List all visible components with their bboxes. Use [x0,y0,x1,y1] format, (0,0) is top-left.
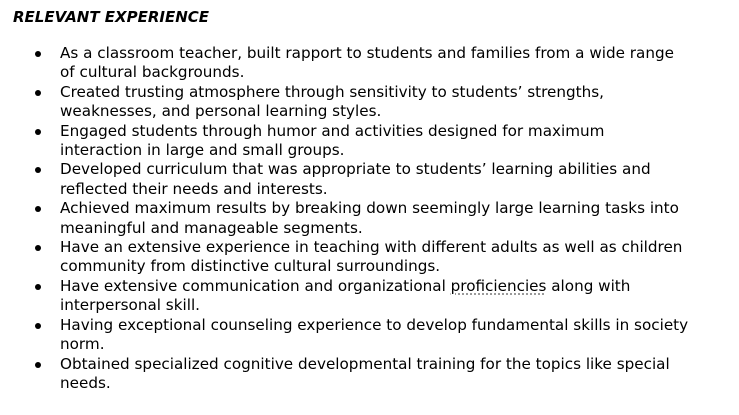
list-item-line: meaningful and manageable segments. [60,218,363,237]
list-item-line: Achieved maximum results by breaking down seemingly large learning tasks into [60,199,679,218]
list-item-line [60,277,729,296]
list-item-line: Engaged students through humor and activities designed for maximum [60,121,605,140]
bullet-icon [35,90,41,96]
spellcheck-flagged-word: proficiencies [450,276,547,295]
list-item-line: interpersonal skill. [60,296,200,315]
bullet-icon [35,167,41,173]
list-item [0,355,739,394]
list-item-line: Developed curriculum that was appropriate to students’ learning abilities and [60,160,651,179]
list-item [0,44,739,83]
list-item-line: weaknesses, and personal learning styles. [60,102,382,121]
section-heading: RELEVANT EXPERIENCE [13,8,210,26]
list-item-line: community from distinctive cultural surroundings. [60,257,441,276]
bullet-icon [35,362,41,368]
list-item-line: Obtained specialized cognitive developmental training for the topics like special [60,354,670,373]
list-item [0,277,739,316]
list-item-line: of cultural backgrounds. [60,63,245,82]
list-item-text: along with [546,276,631,295]
bullet-icon [35,129,41,135]
list-item-line: Have an extensive experience in teaching with different adults as well as children [60,238,683,257]
experience-list [0,44,739,393]
list-item-text: Have extensive communication and organizational [60,276,451,295]
list-item-line: interaction in large and small groups. [60,141,345,160]
list-item [0,122,739,161]
list-item-line: needs. [60,373,111,392]
bullet-icon [35,245,41,251]
list-item [0,199,739,238]
list-item [0,83,739,122]
bullet-icon [35,51,41,57]
list-item [0,316,739,355]
list-item-line: Created trusting atmosphere through sensitivity to students’ strengths, [60,82,604,101]
list-item-line: norm. [60,335,105,354]
bullet-icon [35,284,41,290]
list-item-line: As a classroom teacher, built rapport to students and families from a wide range [60,44,674,62]
list-item [0,160,739,199]
list-item [0,238,739,277]
bullet-icon [35,206,41,212]
bullet-icon [35,323,41,329]
list-item-line: Having exceptional counseling experience to develop fundamental skills in society [60,315,689,334]
list-item-line: reflected their needs and interests. [60,179,328,198]
